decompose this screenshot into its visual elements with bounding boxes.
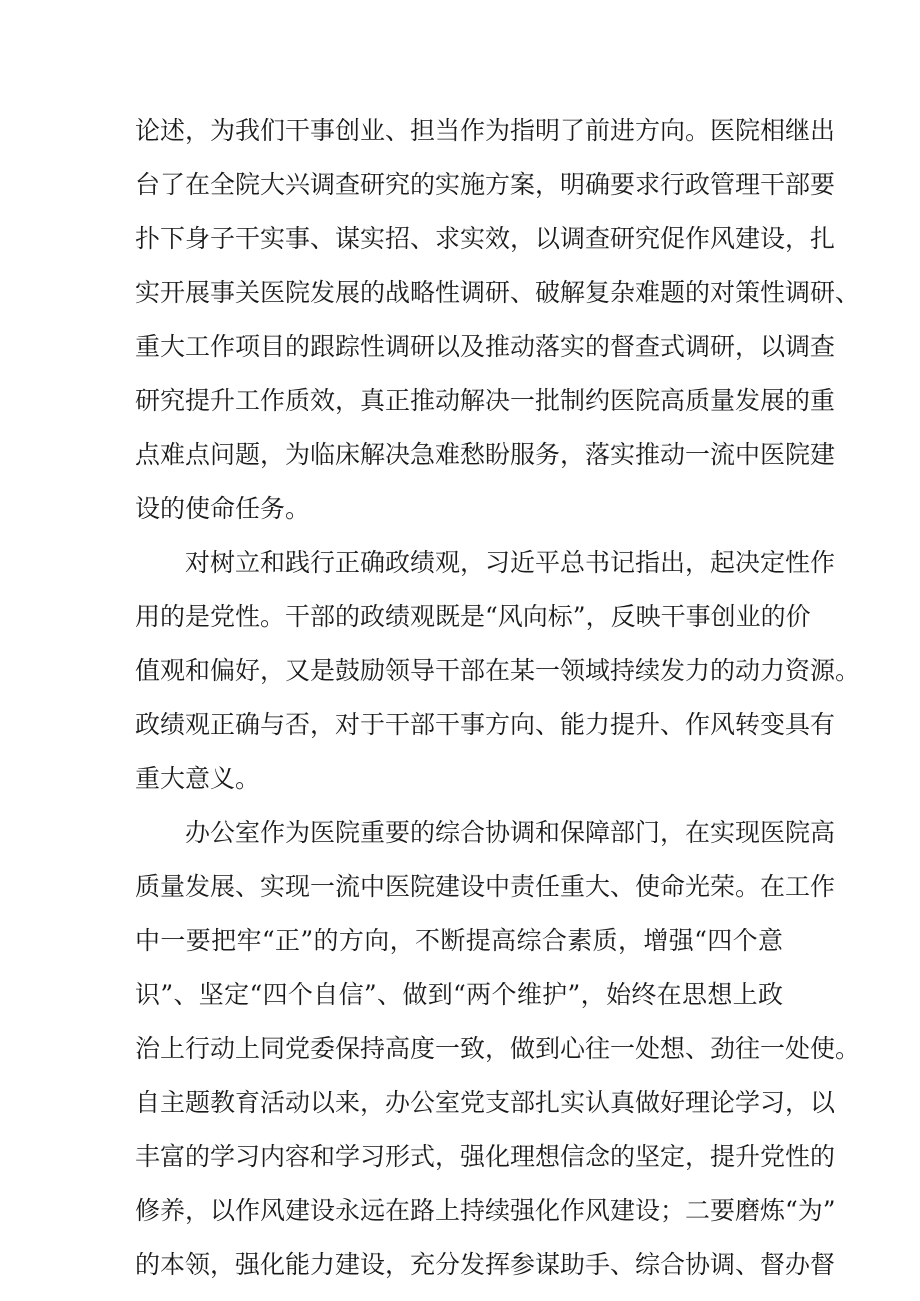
text-line: 值观和偏好，又是鼓励领导干部在某一领域持续发力的动力资源。 (135, 656, 861, 685)
text-line: 实开展事关医院发展的战略性调研、破解复杂难题的对策性调研、 (135, 278, 861, 307)
text-line: 重大工作项目的跟踪性调研以及推动落实的督查式调研，以调查 (135, 332, 836, 361)
text-line: 的本领，强化能力建设，充分发挥参谋助手、综合协调、督办督 (135, 1250, 836, 1279)
text-line: 识”、坚定“四个自信”、做到“两个维护”，始终在思想上政 (135, 980, 783, 1009)
text-line: 重大意义。 (135, 764, 261, 793)
text-line: 台了在全院大兴调查研究的实施方案，明确要求行政管理干部要 (135, 170, 836, 199)
text-line: 点难点问题，为临床解决急难愁盼服务，落实推动一流中医院建 (135, 440, 836, 469)
text-line: 质量发展、实现一流中医院建设中责任重大、使命光荣。在工作 (135, 872, 836, 901)
text-line: 论述，为我们干事创业、担当作为指明了前进方向。医院相继出 (135, 116, 836, 145)
text-line: 扑下身子干实事、谋实招、求实效，以调查研究促作风建设，扎 (135, 224, 836, 253)
text-line: 对树立和践行正确政绩观，习近平总书记指出，起决定性作 (185, 548, 836, 577)
text-line: 自主题教育活动以来，办公室党支部扎实认真做好理论学习，以 (135, 1088, 836, 1117)
text-line: 研究提升工作质效，真正推动解决一批制约医院高质量发展的重 (135, 386, 836, 415)
text-line: 治上行动上同党委保持高度一致，做到心往一处想、劲往一处使。 (135, 1034, 861, 1063)
text-line: 办公室作为医院重要的综合协调和保障部门，在实现医院高 (185, 818, 836, 847)
text-line: 中一要把牢“正”的方向，不断提高综合素质，增强“四个意 (135, 926, 783, 955)
text-line: 用的是党性。干部的政绩观既是“风向标”，反映干事创业的价 (135, 602, 811, 631)
text-line: 设的使命任务。 (135, 494, 311, 523)
text-line: 丰富的学习内容和学习形式，强化理想信念的坚定，提升党性的 (135, 1142, 836, 1171)
text-line: 政绩观正确与否，对于干部干事方向、能力提升、作风转变具有 (135, 710, 836, 739)
text-line: 修养，以作风建设永远在路上持续强化作风建设；二要磨炼“为” (135, 1196, 836, 1225)
